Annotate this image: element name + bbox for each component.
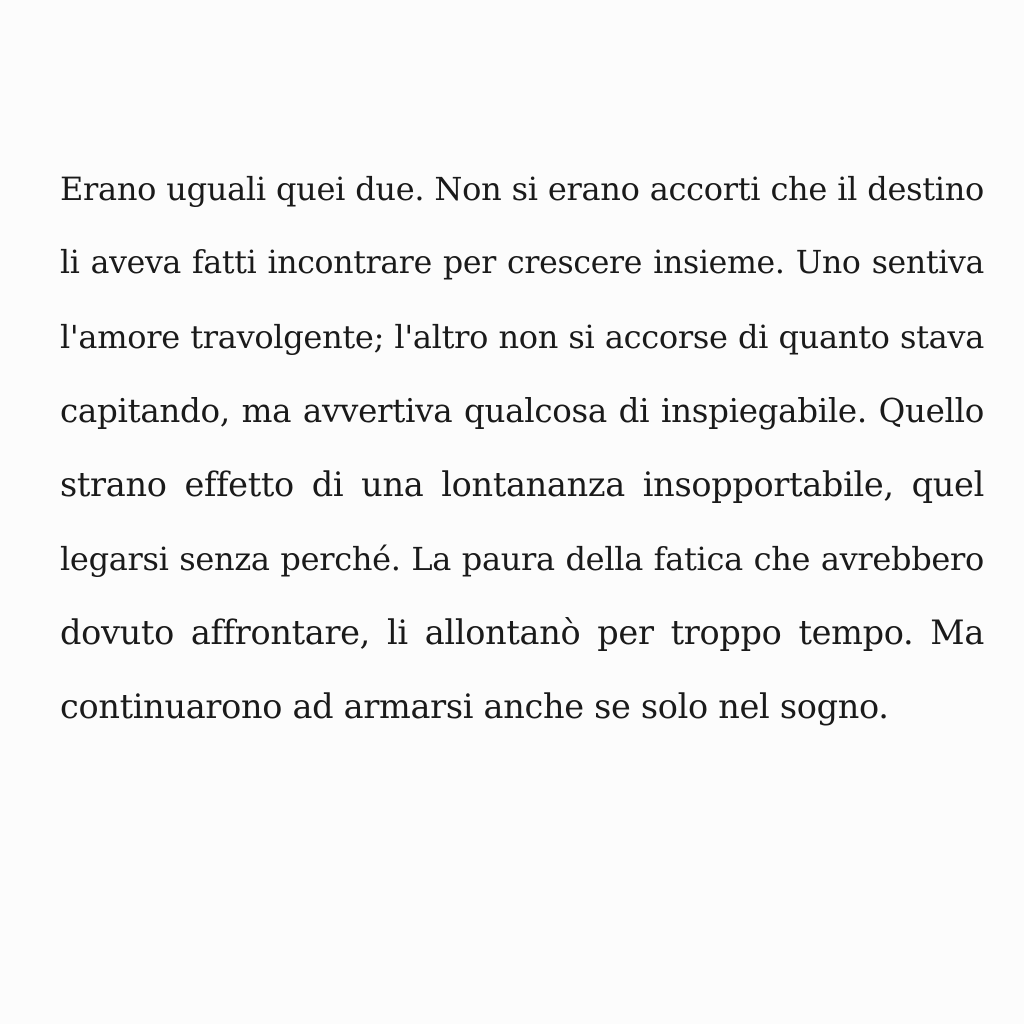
paragraph-line: strano effetto di una lontananza insopportabile, quel: [60, 465, 984, 504]
paragraph-line: legarsi senza perché. La paura della fatica che avrebbero: [60, 540, 984, 578]
paragraph-line: l'amore travolgente; l'altro non si accorse di quanto stava: [60, 318, 984, 356]
paragraph-line: dovuto affrontare, li allontanò per troppo tempo. Ma: [60, 613, 984, 652]
paragraph-line: li aveva fatti incontrare per crescere insieme. Uno sentiva: [60, 245, 984, 281]
paragraph-line: Erano uguali quei due. Non si erano accorti che il destino: [60, 170, 984, 208]
paragraph-line: capitando, ma avvertiva qualcosa di inspiegabile. Quello: [60, 392, 984, 430]
quote-paragraph: [60, 152, 984, 744]
paragraph-line: continuarono ad armarsi anche se solo nel sogno.: [60, 687, 889, 726]
